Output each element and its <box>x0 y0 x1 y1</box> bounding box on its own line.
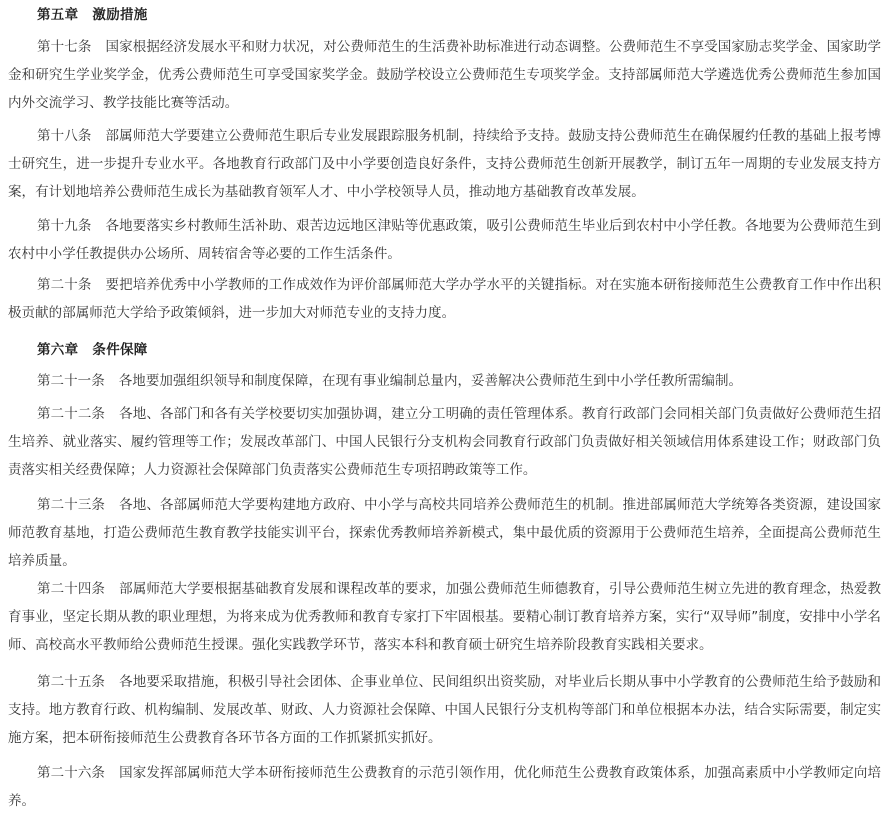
article-label: 第二十五条 <box>37 674 106 690</box>
article-label: 第十七条 <box>37 39 92 55</box>
article-label: 第二十四条 <box>37 581 106 597</box>
article-text: 部属师范大学要根据基础教育发展和课程改革的要求，加强公费师范生师德教育，引导公费师范生树立先进的教育理念，热爱教育事业，坚定长期从教的职业理想，为将来成为优秀教师和教育专家打下牢固根基。要精心制订教育培养方案，实行“双导师”制度，安排中小学名师、高校高水平教师给公费师范生授课。强化实践教学环节，落实本科和教育硕士研究生培养阶段教育实践相关要求。 <box>8 581 882 653</box>
article-paragraph <box>8 492 881 575</box>
article-paragraph <box>8 34 881 117</box>
article-text: 要把培养优秀中小学教师的工作成效作为评价部属师范大学办学水平的关键指标。对在实施本研衔接师范生公费教育工作中作出积极贡献的部属师范大学给予政策倾斜，进一步加大对师范专业的支持力度。 <box>8 277 881 321</box>
chapter-number: 第五章 <box>37 7 79 23</box>
article-text: 国家发挥部属师范大学本研衔接师范生公费教育的示范引领作用，优化师范生公费教育政策体系，加强高素质中小学教师定向培养。 <box>8 765 882 809</box>
article-label: 第二十条 <box>37 277 92 293</box>
chapter-heading <box>8 4 881 26</box>
article-paragraph <box>8 760 881 816</box>
chapter-title: 条件保障 <box>92 342 148 358</box>
article-text: 部属师范大学要建立公费师范生职后专业发展跟踪服务机制，持续给予支持。鼓励支持公费师范生在确保履约任教的基础上报考博士研究生，进一步提升专业水平。各地教育行政部门及中小学要创造良好条件，支持公费师范生创新开展教学，制订五年一周期的专业发展支持方案，有计划地培养公费师范生成长为基础教育领军人才、中小学校领导人员，推动地方基础教育改革发展。 <box>8 128 881 200</box>
article-paragraph <box>8 576 881 659</box>
chapter-number: 第六章 <box>37 342 79 358</box>
article-paragraph <box>8 669 881 752</box>
article-text: 各地、各部属师范大学要构建地方政府、中小学与高校共同培养公费师范生的机制。推进部属师范大学统筹各类资源，建设国家师范教育基地，打造公费师范生教育教学技能实训平台，探索优秀教师培养新模式，集中最优质的资源用于公费师范生培养，全面提高公费师范生培养质量。 <box>8 497 882 569</box>
article-label: 第二十一条 <box>37 373 105 389</box>
article-text: 国家根据经济发展水平和财力状况，对公费师范生的生活费补助标准进行动态调整。公费师范生不享受国家励志奖学金、国家助学金和研究生学业奖学金，优秀公费师范生可享受国家奖学金。鼓励学校设立公费师范生专项奖学金。支持部属师范大学遴选优秀公费师范生参加国内外交流学习、教学技能比赛等活动。 <box>8 39 881 111</box>
article-label: 第二十二条 <box>37 406 106 422</box>
article-text: 各地要采取措施，积极引导社会团体、企事业单位、民间组织出资奖励，对毕业后长期从事中小学教育的公费师范生给予鼓励和支持。地方教育行政、机构编制、发展改革、财政、人力资源社会保障、中国人民银行分支机构等部门和单位根据本办法，结合实际需要，制定实施方案，把本研衔接师范生公费教育各环节各方面的工作抓紧抓实抓好。 <box>8 674 882 746</box>
article-label: 第二十六条 <box>37 765 106 781</box>
article-text: 各地、各部门和各有关学校要切实加强协调，建立分工明确的责任管理体系。教育行政部门会同相关部门负责做好公费师范生招生培养、就业落实、履约管理等工作；发展改革部门、中国人民银行分支机构会同教育行政部门负责做好相关领域信用体系建设工作；财政部门负责落实相关经费保障；人力资源社会保障部门负责落实公费师范生专项招聘政策等工作。 <box>8 406 882 478</box>
article-paragraph <box>8 401 881 484</box>
article-paragraph <box>8 213 881 269</box>
article-paragraph <box>8 272 881 328</box>
article-label: 第二十三条 <box>37 497 106 513</box>
article-text: 各地要加强组织领导和制度保障，在现有事业编制总量内，妥善解决公费师范生到中小学任教所需编制。 <box>118 373 743 389</box>
article-label: 第十九条 <box>37 218 92 234</box>
chapter-title: 激励措施 <box>92 7 148 23</box>
article-text: 各地要落实乡村教师生活补助、艰苦边远地区津贴等优惠政策，吸引公费师范生毕业后到农村中小学任教。各地要为公费师范生到农村中小学任教提供办公场所、周转宿舍等必要的工作生活条件。 <box>8 218 881 262</box>
article-label: 第十八条 <box>37 128 92 144</box>
chapter-heading <box>8 339 881 361</box>
article-paragraph <box>8 368 881 396</box>
article-paragraph <box>8 123 881 206</box>
